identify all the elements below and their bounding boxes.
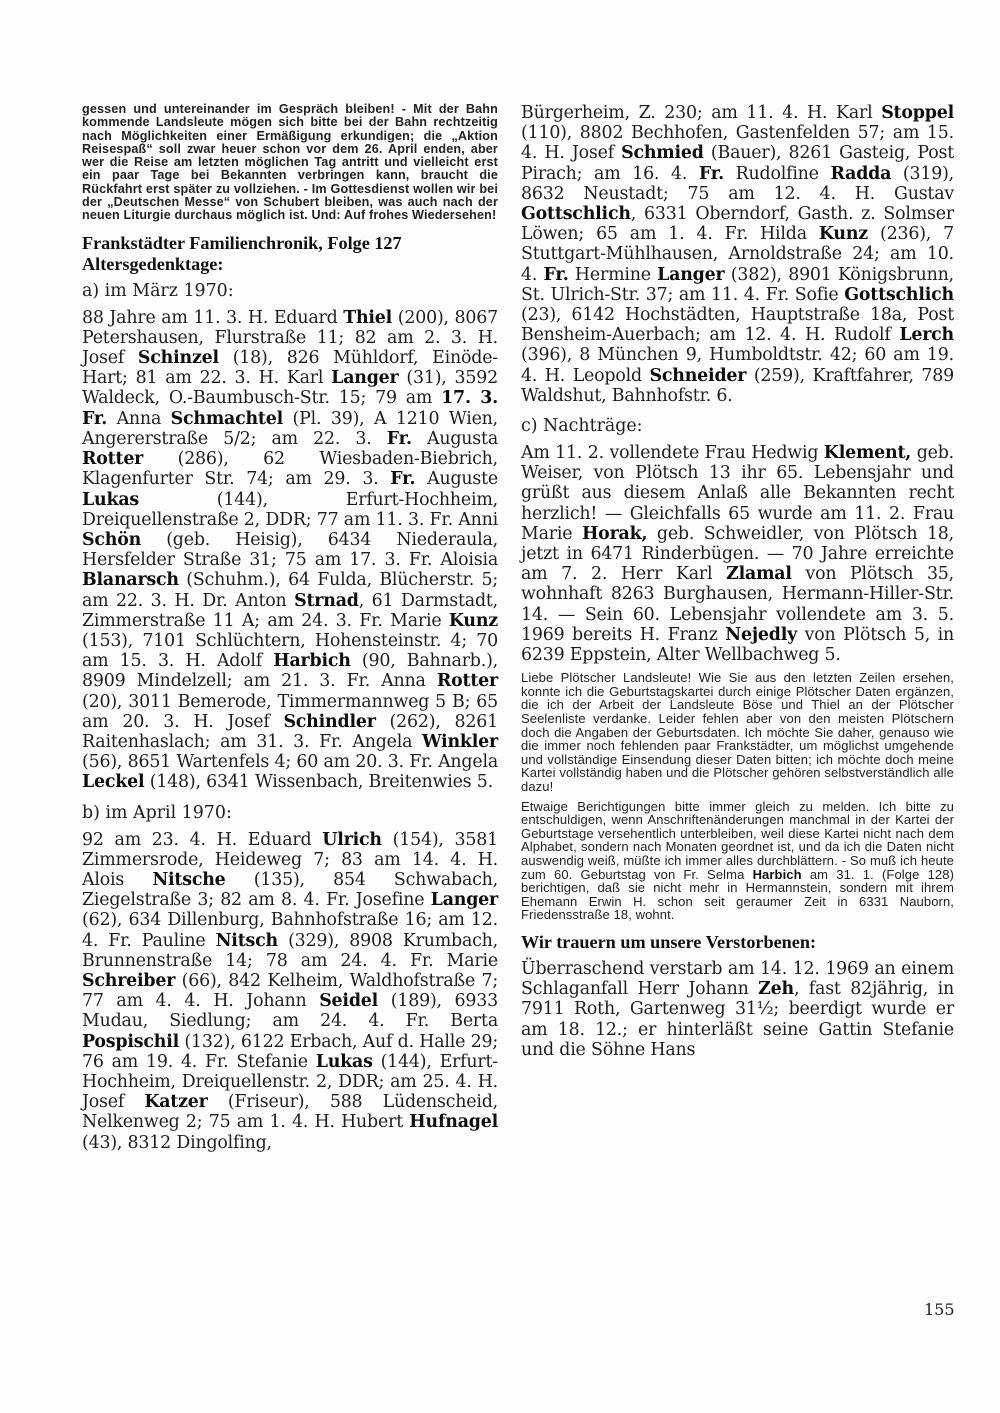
text-run: b) im April 1970:	[82, 802, 232, 823]
bold-surname: Klement,	[823, 443, 912, 464]
text-run: c) Nachträge:	[521, 416, 643, 437]
text-run: (153), 7101 Schlüchtern, Hohensteinstr. 4; 70 am 15. 3. H. Adolf	[82, 630, 498, 672]
text-run: (262), 8261 Raitenhaslach; am 31. 3. Fr. Angela	[82, 711, 498, 752]
text-run: (Friseur), 588 Lüdenscheid, Nelkenweg 2; 75 am 1. 4. H. Hubert	[82, 1092, 498, 1133]
bold-surname: Gottschlich	[844, 284, 954, 305]
text-run: (382), 8901 Königsbrunn, St. Ulrich-Str. 37; am 11. 4. Fr. Sofie	[521, 264, 954, 305]
bold-surname: Gottschlich	[521, 204, 631, 225]
text-run: (Pl. 39), A 1210 Wien, Angererstraße 5/2; am 22. 3.	[82, 408, 498, 449]
text-run: (329), 8908 Krumbach, Brunnenstraße 14; 78 am 24. 4. Fr. Marie	[82, 930, 498, 971]
text-run: (geb. Heisig), 6434 Niederaula, Hersfelder Straße 31; 75 am 17. 3. Fr. Aloisia	[82, 529, 498, 571]
bold-surname: Thiel	[343, 307, 393, 328]
page-number: 155	[924, 1300, 955, 1319]
note-paragraph	[521, 671, 954, 793]
text-run: (90, Bahnarb.), 8909 Mindelzell; am 21. 3. Fr. Anna	[82, 651, 498, 692]
bold-surname: Kunz	[818, 224, 868, 245]
bold-surname: Schreiber	[82, 970, 176, 991]
text-run: (144), Erfurt-Hochheim, Dreiquellenstraße 2, DDR; 77 am 11. 3. Fr. Anni	[82, 489, 498, 530]
bold-surname: Horak,	[581, 523, 648, 544]
bold-surname: Fr.	[386, 428, 412, 449]
text-run: (135), 854 Schwabach, Ziegelstraße 3; 82 am 8. 4. Fr. Josefine	[82, 869, 498, 911]
body-paragraph	[82, 308, 498, 793]
text-run: (236), 7 Stuttgart-Mühlhausen, Arnoldstraße 24; am 10. 4.	[521, 224, 954, 285]
text-run: , 61 Darmstadt, Zimmerstraße 11 A; am 24. 3. Fr. Marie	[82, 590, 498, 631]
text-run: (18), 826 Mühldorf, Einöde-Hart; 81 am 22. 3. H. Karl	[82, 348, 498, 389]
bold-surname: Fr.	[543, 264, 569, 285]
text-run: (189), 6933 Mudau, Siedlung; am 24. 4. Fr. Berta	[82, 991, 498, 1032]
spacer	[521, 406, 954, 416]
text-run: Bürgerheim, Z. 230; am 11. 4. H. Karl	[521, 103, 882, 123]
bold-surname: Zlamal	[726, 564, 792, 585]
bold-surname: Winkler	[422, 731, 498, 752]
note-paragraph	[521, 800, 954, 922]
bold-surname: Harbich	[273, 651, 351, 672]
subsection-heading	[521, 416, 954, 437]
body-paragraph	[521, 959, 954, 1060]
bold-surname: Rotter	[82, 449, 144, 470]
text-run: Altersgedenktage:	[82, 253, 224, 274]
bold-surname: Kunz	[448, 610, 498, 631]
bold-surname: Schmachtel	[170, 408, 284, 429]
bold-surname: Lukas	[82, 489, 139, 510]
text-run: (62), 634 Dillenburg, Bahnhofstraße 16; am 12. 4. Fr. Pauline	[82, 910, 498, 951]
text-run: Auguste	[415, 469, 498, 490]
bold-surname: Fr.	[698, 163, 724, 184]
text-run: (259), Kraftfahrer, 789 Waldshut, Bahnhofstr. 6.	[521, 365, 954, 406]
text-run: , fast 82jährig, in 7911 Roth, Gartenweg 31½; beerdigt wurde er am 18. 12.; er hinterläßt seine Gattin Stefanie und die Söhne Hans	[521, 979, 954, 1060]
bold-surname: Langer	[430, 890, 498, 911]
text-run: geb. Weiser, von Plötsch 13 ihr 65. Lebensjahr und grüßt aus diesem Anlaß alle Bekannten recht herzlich! — Gleichfalls 65 wurde am 11. 2. Frau Marie	[521, 443, 954, 544]
text-run: (396), 8 München 9, Humboldtstr. 42; 60 am 19. 4. H. Leopold	[521, 345, 954, 386]
section-heading	[521, 932, 954, 953]
bold-surname: Zeh	[758, 979, 794, 1000]
text-run: (56), 8651 Wartenfels 4; 60 am 20. 3. Fr. Angela	[82, 752, 498, 773]
bold-surname: Schneider	[649, 365, 747, 386]
bold-surname: Katzer	[144, 1092, 208, 1113]
text-run: Wir trauern um unsere Verstorbenen:	[521, 931, 817, 952]
bold-surname: Rotter	[436, 671, 498, 692]
text-run: (286), 62 Wiesbaden-Biebrich, Klagenfurter Str. 74; am 29. 3.	[82, 449, 498, 490]
text-run: Anna	[107, 408, 171, 429]
bold-surname: Schön	[82, 529, 142, 550]
text-run: Am 11. 2. vollendete Frau Hedwig	[521, 443, 824, 464]
bold-surname: Strnad	[294, 590, 359, 611]
text-run: (31), 3592 Waldeck, O.-Baumbusch-Str. 15; 79 am	[82, 368, 498, 409]
body-paragraph	[521, 103, 954, 406]
bold-surname: Blanarsch	[82, 570, 179, 591]
text-run: (66), 842 Kelheim, Waldhofstraße 7; 77 am 4. 4. H. Johann	[82, 970, 498, 1012]
text-run: (154), 3581 Zimmersrode, Heideweg 7; 83 am 14. 4. H. Alois	[82, 829, 498, 890]
bold-surname: Nitsche	[152, 869, 226, 890]
text-run: (Schuhm.), 64 Fulda, Blücherstr. 5; am 22. 3. H. Dr. Anton	[82, 570, 498, 611]
body-paragraph	[82, 830, 498, 1153]
bold-surname: Hufnagel	[409, 1112, 498, 1133]
text-run: Hermine	[568, 264, 658, 285]
text-run: (23), 6142 Hochstädten, Hauptstraße 18a, Post Bensheim-Auerbach; am 12. 4. H. Rudolf	[521, 305, 954, 346]
bold-surname: Nitsch	[215, 930, 278, 951]
bold-surname: Schmied	[621, 143, 704, 164]
bold-surname: Pospischil	[82, 1031, 180, 1052]
spacer	[82, 223, 498, 233]
bold-surname: Harbich	[752, 866, 802, 882]
text-run: (20), 3011 Bemerode, Timmermannweg 5 B; 65 am 20. 3. H. Josef	[82, 691, 498, 732]
bold-surname: Nejedly	[725, 624, 798, 645]
spacer	[82, 793, 498, 803]
bold-surname: Langer	[331, 368, 399, 389]
text-run: (144), Erfurt-Hochheim, Dreiquellenstr. 2, DDR; am 25. 4. H. Josef	[82, 1051, 498, 1113]
subsection-heading	[82, 803, 498, 824]
text-run: geb. Schweidler, von Plötsch 18, jetzt in 6471 Rinderbügen. — 70 Jahre erreichte am 7. 2. Herr Karl	[521, 523, 954, 585]
bold-surname: Lerch	[899, 325, 954, 346]
text-run: (Bauer), 8261 Gasteig, Post Pirach; am 16. 4.	[521, 143, 954, 184]
note-paragraph	[82, 103, 498, 223]
left-column	[82, 103, 498, 1153]
bold-surname: Lukas	[315, 1051, 373, 1072]
bold-surname: Schindler	[283, 711, 376, 732]
text-run: Liebe Plötscher Landsleute! Wie Sie aus den letzten Zeilen ersehen, konnte ich die Geburtstagskartei durch einige Plötscher Daten ergänzen, die ich der Arbeit der Landsleute Böse und Thiel an der Plötscher Seelenliste verdanke. Leider fehlen aber von den meisten Plötschern doch die Angaben der Geburtsdaten. Ich möchte Sie daher, genauso wie die immer noch fehlenden paar Frankstädter, um möglichst umgehende und vollständige Einsendung dieser Daten bitten; ich möchte doch meine Kartei vollständig haben und die Plötscher gehören selbstverständlich alle dazu!	[521, 670, 954, 795]
text-run: a) im März 1970:	[82, 280, 234, 301]
text-run: (43), 8312 Dingolfing,	[82, 1132, 272, 1153]
text-run: 92 am 23. 4. H. Eduard	[82, 829, 323, 850]
subsection-heading	[82, 281, 498, 302]
text-run: , 6331 Oberndorf, Gasth. z. Solmser Löwen; 65 am 1. 4. Fr. Hilda	[521, 204, 954, 245]
text-run: (148), 6341 Wissenbach, Breitenwies 5.	[144, 772, 493, 793]
bold-surname: Leckel	[82, 772, 145, 793]
text-run: (319), 8632 Neustadt; 75 am 12. 4. H. Gustav	[521, 163, 954, 204]
section-heading	[82, 233, 498, 254]
text-run: Frankstädter Familienchronik, Folge 127	[82, 232, 402, 253]
section-heading	[82, 254, 498, 275]
body-paragraph	[521, 443, 954, 665]
text-run: (200), 8067 Petershausen, Flurstraße 11; 82 am 2. 3. H. Josef	[82, 307, 498, 369]
text-run: gessen und untereinander im Gespräch bleiben! - Mit der Bahn kommende Landsleute mögen sich bitte bei der Bahn rechtzeitig nach Möglichkeiten einer Ermäßigung erkundigen; die „Aktion Reisespaß“ soll zwar heuer schon vor dem 26. April enden, aber wer die Reise am letzten möglichen Tag antritt und vielleicht erst ein paar Tage bei Bekannten verbringen kann, braucht die Rückfahrt erst später zu vollziehen. - Im Gottesdienst wollen wir bei der „Deutschen Messe“ von Schubert bleiben, was auch nach der neuen Liturgie durchaus möglich ist. Und: Auf frohes Wiedersehen!	[82, 102, 498, 223]
bold-surname: Seidel	[319, 991, 379, 1012]
bold-surname: Radda	[830, 163, 892, 184]
bold-surname: 17. 3. Fr.	[82, 388, 499, 429]
bold-surname: Langer	[657, 264, 725, 285]
right-column	[521, 103, 954, 1060]
bold-surname: Fr.	[390, 469, 416, 490]
text-run: (110), 8802 Bechhofen, Gastenfelden 57; am 15. 4. H. Josef	[521, 123, 954, 164]
text-run: Augusta	[411, 428, 498, 449]
text-run: von Plötsch 35, wohnhaft 8263 Burghausen, Hermann-Hiller-Str. 14. — Sein 60. Lebensjahr vollendete am 3. 5. 1969 bereits H. Franz	[521, 564, 955, 645]
text-run: Überraschend verstarb am 14. 12. 1969 an einem Schlaganfall Herr Johann	[521, 958, 954, 1000]
text-run: (132), 6122 Erbach, Auf d. Halle 29; 76 am 19. 4. Fr. Stefanie	[82, 1031, 498, 1072]
text-run: 88 Jahre am 11. 3. H. Eduard	[82, 307, 344, 328]
bold-surname: Stoppel	[881, 103, 954, 123]
text-run: Rudolfine	[723, 163, 831, 184]
text-run: Etwaige Berichtigungen bitte immer gleich zu melden. Ich bitte zu entschuldigen, wenn Anschriftenänderungen manchmal in der Kartei der Geburtstage versehentlich unterbleiben, weil diese Kartei nicht nach dem Alphabet, sondern nach Monaten geordnet ist, und da ich die Daten nicht auswendig weiß, müßte ich immer alles durchblättern. - So muß ich heute zum 60. Geburtstag von Fr. Selma	[521, 798, 954, 882]
bold-surname: Schinzel	[137, 348, 219, 369]
text-run: von Plötsch 5, in 6239 Eppstein, Alter Wellbachweg 5.	[521, 624, 954, 666]
spacer	[521, 922, 954, 932]
text-run: am 31. 1. (Folge 128) berichtigen, daß sie nicht mehr in Hermannstein, sondern mit ihrem Ehemann Erwin H. schon seit geraumer Zeit in 6331 Nauborn, Friedensstraße 18, wohnt.	[521, 866, 954, 923]
bold-surname: Ulrich	[322, 829, 382, 850]
